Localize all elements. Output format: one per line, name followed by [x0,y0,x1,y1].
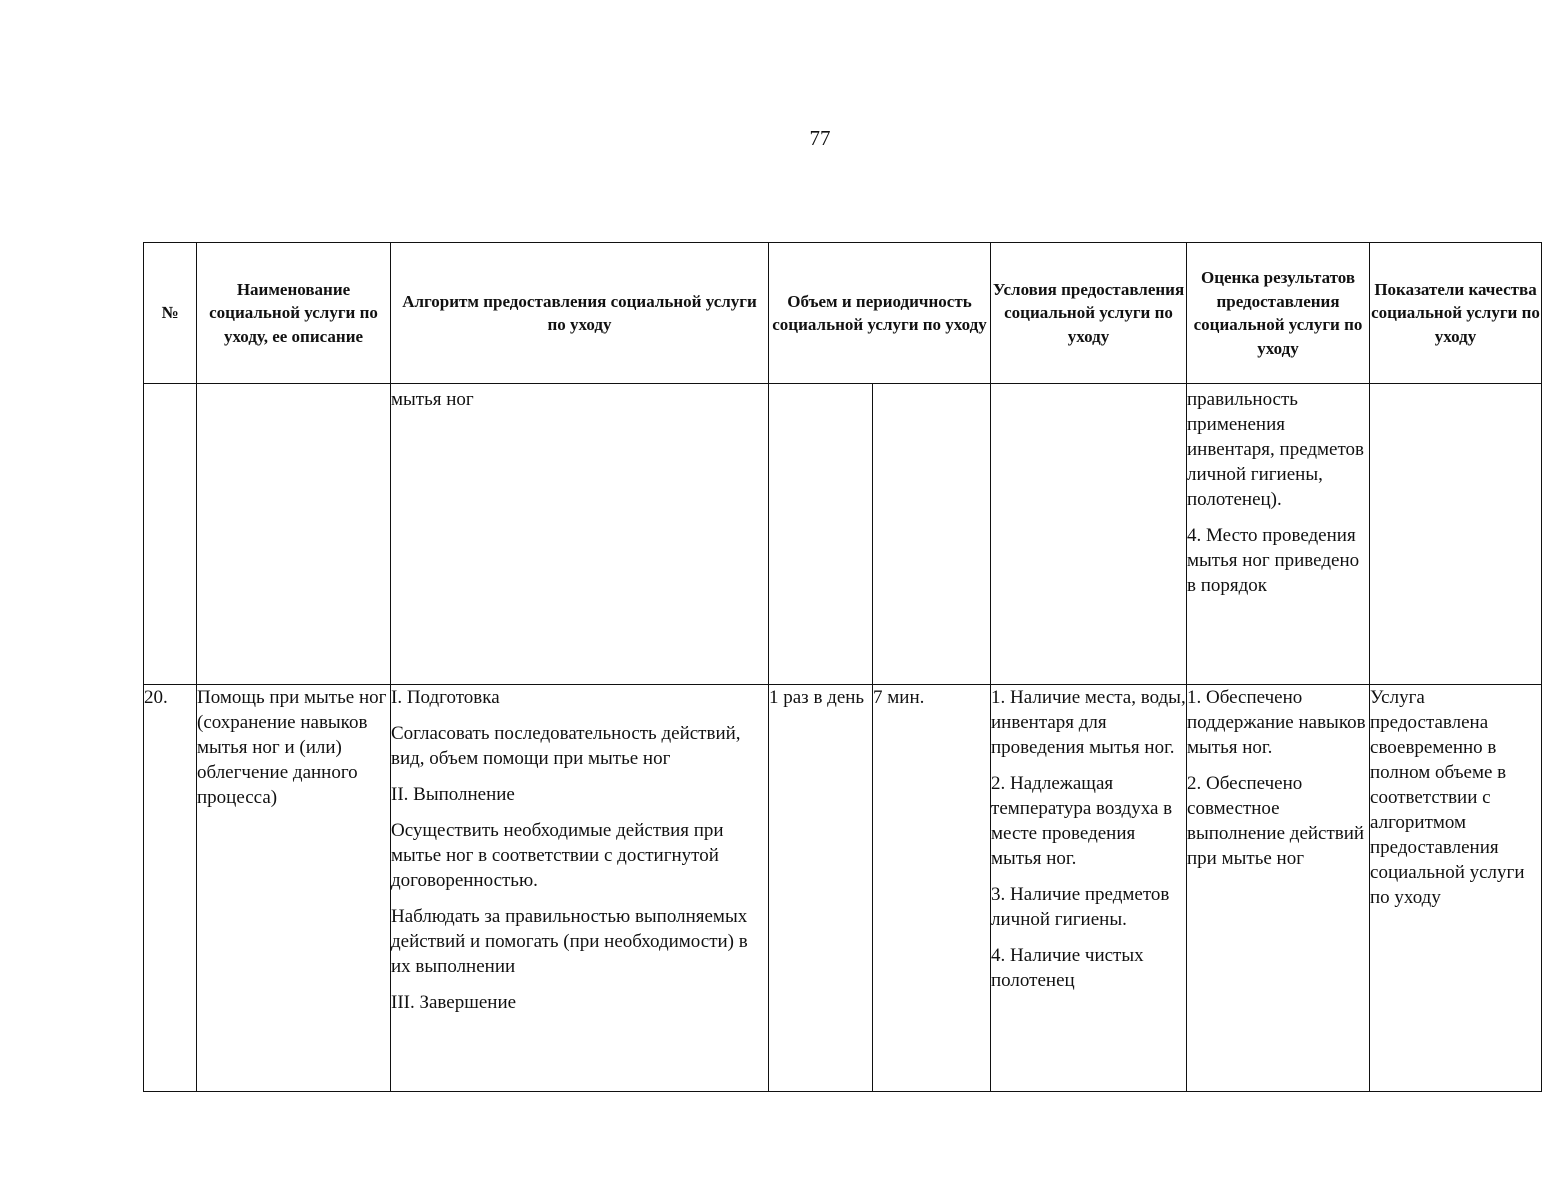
cont-quality-cell [1370,384,1542,685]
cont-number-cell [144,384,197,685]
row-number: 20. [144,687,168,708]
services-table [143,242,1542,1092]
header-evaluation: Оценка результатов предоставления социальной услуги по уходу [1187,243,1370,384]
service-name: Помощь при мытье ног (сохранение навыков мытья ног и (или) облегчение данного процесса) [197,687,387,808]
algorithm-step: Согласовать последовательность действий, вид, объем помощи при мытье ног [391,723,741,769]
volume-cell [873,685,991,1092]
volume: 7 мин. [873,687,925,708]
algorithm-step: Осуществить необходимые действия при мытье ног в соответствии с достигнутой договоренностью. [391,820,724,891]
evaluation-item: 1. Обеспечено поддержание навыков мытья ног. [1187,687,1366,758]
cont-evaluation-item: правильность применения инвентаря, предметов личной гигиены, полотенец). [1187,389,1365,510]
header-row [144,243,1542,384]
header-quality: Показатели качества социальной услуги по уходу [1370,243,1542,384]
condition-item: 3. Наличие предметов личной гигиены. [991,884,1170,930]
cont-volume-cell [873,384,991,685]
cont-evaluation-item: 4. Место проведения мытья ног приведено в порядок [1187,525,1360,596]
quality-cell [1370,685,1542,1092]
cont-algorithm-cell [391,384,769,685]
header-algorithm: Алгоритм предоставления социальной услуги по уходу [391,243,769,384]
condition-item: 2. Надлежащая температура воздуха в месте проведения мытья ног. [991,773,1173,869]
algorithm-step: II. Выполнение [391,784,515,805]
algorithm-step: I. Подготовка [391,687,500,708]
algorithm-cell [391,685,769,1092]
cont-evaluation-cell [1187,384,1370,685]
cont-name-cell [197,384,391,685]
condition-item: 4. Наличие чистых полотенец [991,945,1144,991]
quality-indicator: Услуга предоставлена своевременно в полном объеме в соответствии с алгоритмом предоставления социальной услуги по уходу [1370,687,1525,908]
evaluation-item: 2. Обеспечено совместное выполнение действий при мытье ног [1187,773,1365,869]
header-conditions: Условия предоставления социальной услуги по уходу [991,243,1187,384]
cont-periodicity-cell [769,384,873,685]
page-number: 77 [809,126,831,150]
header-service-name: Наименование социальной услуги по уходу, ее описание [197,243,391,384]
header-volume-periodicity: Объем и периодичность социальной услуги по уходу [769,243,991,384]
header-number: № [144,243,197,384]
periodicity-cell [769,685,873,1092]
condition-item: 1. Наличие места, воды, инвентаря для проведения мытья ног. [991,687,1186,758]
cont-conditions-cell [991,384,1187,685]
algorithm-step: Наблюдать за правильностью выполняемых действий и помогать (при необходимости) в их выполнении [391,906,748,977]
service-row-20 [144,685,1542,1092]
evaluation-cell [1187,685,1370,1092]
service-name-cell [197,685,391,1092]
row-number-cell [144,685,197,1092]
conditions-cell [991,685,1187,1092]
continuation-row [144,384,1542,685]
periodicity: 1 раз в день [769,687,865,708]
algorithm-step: III. Завершение [391,992,517,1013]
cont-algorithm-text: мытья ног [391,389,474,410]
